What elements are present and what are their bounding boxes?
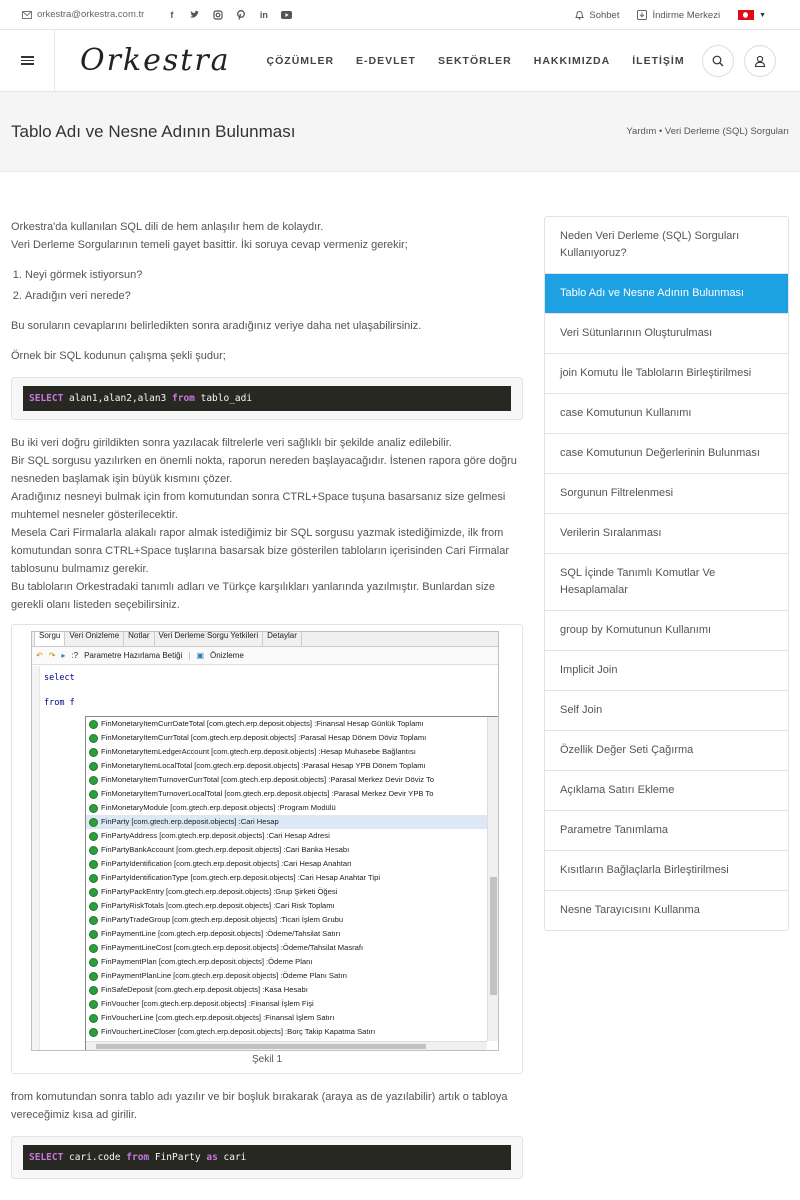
intro-line-1: Orkestra'da kullanılan SQL dili de hem anlaşılır hem de kolaydır. <box>11 221 324 233</box>
explanation-line-4: Mesela Cari Firmalarla alakalı rapor almak istediğimiz bir SQL sorgusu yazmak istediğimizde, ilk from komutundan sonra CTRL+Space tuşlarına basarsak bize gösterilen tabloların içerisinden Cari Firmalar tablosunu bulmamız gerekir. <box>11 527 509 575</box>
example-paragraph: Örnek bir SQL kodunun çalışma şekli şudur; <box>11 350 226 362</box>
autocomplete-item-label: FinSafeDeposit [com.gtech.erp.deposit.objects] :Kasa Hesabı <box>101 985 308 994</box>
intro-paragraph <box>11 218 523 254</box>
explanation-line-5: Bu tabloların Orkestradaki tanımlı adları ve Türkçe karşılıkları yanlarında yazılmıştır. Bunlardan size gerekli olanı listeden seçebilirsiniz. <box>11 581 495 611</box>
object-icon <box>89 860 98 869</box>
autocomplete-item-label: FinParty [com.gtech.erp.deposit.objects] :Cari Hesap <box>101 817 279 826</box>
object-icon <box>89 1028 98 1037</box>
redo-icon: ↷ <box>48 650 56 660</box>
autocomplete-item-label: FinPaymentPlanLine [com.gtech.erp.deposit.objects] :Ödeme Planı Satırı <box>101 971 348 980</box>
menu-button[interactable] <box>0 30 55 92</box>
autocomplete-item <box>86 871 487 885</box>
run-icon: ▸ <box>61 650 66 660</box>
object-icon <box>89 720 98 729</box>
chat-label: Sohbet <box>589 9 620 21</box>
object-icon <box>89 902 98 911</box>
object-icon <box>89 874 98 883</box>
user-icon <box>754 55 766 67</box>
object-icon <box>89 734 98 743</box>
ide-toolbar: ↶ ↷ ▸ :? Parametre Hazırlama Betiği | ▣ Önizleme <box>32 647 498 665</box>
article-content <box>11 218 523 1193</box>
nav-cozumler[interactable]: ÇÖZÜMLER <box>266 54 335 67</box>
language-selector[interactable] <box>738 10 766 20</box>
sidebar-item[interactable]: group by Komutunun Kullanımı <box>545 611 788 651</box>
ide-tab-yetkiler: Veri Derleme Sorgu Yetkileri <box>154 631 264 646</box>
autocomplete-item-label: FinPaymentPlan [com.gtech.erp.deposit.objects] :Ödeme Planı <box>101 957 313 966</box>
autocomplete-item <box>86 857 487 871</box>
sidebar-item[interactable]: Neden Veri Derleme (SQL) Sorguları Kullanıyoruz? <box>545 217 788 274</box>
nav-sektorler[interactable]: SEKTÖRLER <box>437 54 512 67</box>
list-item: 2. Aradığın veri nerede? <box>25 287 523 305</box>
ide-tab-veri-onizleme: Veri Önizleme <box>64 631 124 646</box>
autocomplete-item <box>86 801 487 815</box>
autocomplete-popup <box>85 716 499 1051</box>
horizontal-scrollbar <box>86 1041 487 1051</box>
explanation-paragraph <box>11 434 523 614</box>
chat-link[interactable] <box>575 10 619 21</box>
object-icon <box>89 776 98 785</box>
sidebar-item[interactable]: Nesne Tarayıcısını Kullanma <box>560 904 700 916</box>
ide-tabs <box>32 632 498 647</box>
autocomplete-item-label: FinPartyTradeGroup [com.gtech.erp.deposit.objects] :Ticari İşlem Grubu <box>101 915 344 924</box>
autocomplete-item-label: FinMonetaryModule [com.gtech.erp.deposit.objects] :Program Modülü <box>101 803 336 812</box>
autocomplete-item-label: FinMonetaryItemLocalTotal [com.gtech.erp.deposit.objects] :Parasal Hesap YPB Dönem Toplamı <box>101 761 426 770</box>
sidebar-item[interactable]: Özellik Değer Seti Çağırma <box>545 731 788 771</box>
sidebar-menu <box>544 216 789 931</box>
autocomplete-item <box>86 913 487 927</box>
autocomplete-item <box>86 815 487 829</box>
linkedin-icon[interactable]: in <box>259 9 268 20</box>
autocomplete-item-label: FinPartyIdentificationType [com.gtech.erp.deposit.objects] :Cari Hesap Anahtar Tipi <box>101 873 381 882</box>
sql-keyword: from <box>126 1152 150 1163</box>
main-header <box>0 30 800 92</box>
ide-tab-detaylar: Detaylar <box>262 631 302 646</box>
top-bar <box>0 0 800 30</box>
code-line: select <box>44 673 75 683</box>
object-icon <box>89 916 98 925</box>
autocomplete-item <box>86 731 487 745</box>
autocomplete-item-label: FinPaymentLine [com.gtech.erp.deposit.objects] :Ödeme/Tahsilat Satırı <box>101 929 341 938</box>
autocomplete-item <box>86 955 487 969</box>
autocomplete-item-label: FinVoucher [com.gtech.erp.deposit.objects] :Finansal İşlem Fişi <box>101 999 314 1008</box>
object-icon <box>89 804 98 813</box>
autocomplete-item-label: FinPartyRiskTotals [com.gtech.erp.deposit.objects] :Cari Risk Toplamı <box>101 901 335 910</box>
sidebar-item[interactable]: join Komutu İle Tabloların Birleştirilmesi <box>545 354 788 394</box>
autocomplete-item <box>86 787 487 801</box>
param-script-label: Parametre Hazırlama Betiği <box>84 650 183 660</box>
facebook-icon[interactable]: f <box>170 9 174 20</box>
param-icon: :? <box>71 650 79 660</box>
sidebar-item[interactable]: Self Join <box>545 691 788 731</box>
object-icon <box>89 846 98 855</box>
autocomplete-item <box>86 829 487 843</box>
autocomplete-item-label: FinVoucherLineCloser [com.gtech.erp.deposit.objects] :Borç Takip Kapatma Satırı <box>101 1027 376 1036</box>
answers-paragraph: Bu soruların cevaplarını belirledikten sonra aradığınız veriye daha net ulaşabilirsiniz. <box>11 320 422 332</box>
account-button[interactable] <box>744 45 776 77</box>
breadcrumb[interactable]: Yardım • Veri Derleme (SQL) Sorguları <box>626 126 789 137</box>
code-block-1 <box>11 377 523 420</box>
code-line: from f <box>44 698 75 708</box>
code-block-2 <box>11 1136 523 1179</box>
sidebar-item[interactable]: Kısıtların Bağlaçlarla Birleştirilmesi <box>545 851 788 891</box>
sidebar-item[interactable]: SQL İçinde Tanımlı Komutlar Ve Hesaplamalar <box>545 554 788 611</box>
autocomplete-item-label: FinMonetaryItemCurrDateTotal [com.gtech.erp.deposit.objects] :Finansal Hesap Günlük Toplamı <box>101 719 424 728</box>
autocomplete-item <box>86 1025 487 1039</box>
explanation-line-3: Aradığınız nesneyi bulmak için from komutundan sonra CTRL+Space tuşuna basarsanız size gelmesi muhtemel nesneler gösterilecektir. <box>11 491 506 521</box>
figure-1 <box>11 624 523 1074</box>
search-icon <box>712 55 724 67</box>
download-center-label: İndirme Merkezi <box>652 9 721 21</box>
autocomplete-item <box>86 899 487 913</box>
chevron-down-icon: ▼ <box>759 11 766 19</box>
sql-keyword: as <box>206 1152 218 1163</box>
object-icon <box>89 818 98 827</box>
ide-screenshot <box>31 631 499 1051</box>
nav-e-devlet[interactable]: E-DEVLET <box>356 54 416 67</box>
object-icon <box>89 748 98 757</box>
list-item: 1. Neyi görmek istiyorsun? <box>25 266 523 284</box>
autocomplete-item <box>86 969 487 983</box>
editor-code <box>44 672 75 722</box>
autocomplete-item-label: FinPartyAddress [com.gtech.erp.deposit.objects] :Cari Hesap Adresi <box>101 831 330 840</box>
download-center-link[interactable] <box>637 10 720 21</box>
autocomplete-item <box>86 885 487 899</box>
ide-tab-sorgu: Sorgu <box>34 631 65 646</box>
turkey-flag-icon <box>738 10 754 20</box>
page-title: Tablo Adı ve Nesne Adının Bulunması <box>11 122 296 141</box>
questions-list <box>11 266 523 305</box>
vertical-scrollbar <box>487 717 499 1041</box>
sql-text: tablo_adi <box>194 393 253 404</box>
sql-text: cari <box>217 1152 247 1163</box>
autocomplete-item <box>86 983 487 997</box>
object-icon <box>89 986 98 995</box>
object-icon <box>89 1000 98 1009</box>
ide-tab-notlar: Notlar <box>123 631 154 646</box>
preview-icon: ▣ <box>196 650 204 660</box>
autocomplete-item <box>86 759 487 773</box>
object-icon <box>89 930 98 939</box>
figure-caption: Şekil 1 <box>251 1054 282 1065</box>
object-icon <box>89 1014 98 1023</box>
autocomplete-item-label: FinMonetaryItemCurrTotal [com.gtech.erp.deposit.objects] :Parasal Hesap Dönem Döviz Toplamı <box>101 733 427 742</box>
hamburger-icon <box>21 54 34 67</box>
sql-text: FinParty <box>149 1152 207 1163</box>
autocomplete-item <box>86 941 487 955</box>
autocomplete-item <box>86 1011 487 1025</box>
object-icon <box>89 762 98 771</box>
preview-label: Önizleme <box>210 650 244 660</box>
autocomplete-item <box>86 745 487 759</box>
sidebar-item[interactable]: Sorgunun Filtrelenmesi <box>545 474 788 514</box>
nav-iletisim[interactable]: İLETİŞİM <box>632 54 685 67</box>
autocomplete-item <box>86 927 487 941</box>
object-icon <box>89 832 98 841</box>
sidebar-item[interactable]: Veri Sütunlarının Oluşturulması <box>545 314 788 354</box>
autocomplete-item-label: FinPaymentLineCost [com.gtech.erp.deposit.objects] :Ödeme/Tahsilat Masrafı <box>101 943 364 952</box>
nav-hakkimizda[interactable]: HAKKIMIZDA <box>533 54 611 67</box>
sql-text: alan1,alan2,alan3 <box>63 393 172 404</box>
sidebar-item[interactable]: Açıklama Satırı Ekleme <box>545 771 788 811</box>
pinterest-icon[interactable] <box>235 9 246 20</box>
editor-gutter <box>32 666 40 1050</box>
autocomplete-item-label: FinVoucherLine [com.gtech.erp.deposit.objects] :Finansal İşlem Satırı <box>101 1013 335 1022</box>
sidebar-item[interactable]: Implicit Join <box>545 651 788 691</box>
autocomplete-item-label: FinPartyBankAccount [com.gtech.erp.deposit.objects] :Cari Banka Hesabı <box>101 845 350 854</box>
sql-keyword: from <box>172 393 195 404</box>
download-icon <box>637 10 647 20</box>
autocomplete-item-label: FinPartyPackEntry [com.gtech.erp.deposit.objects] :Grup Şirketi Öğesi <box>101 887 338 896</box>
object-icon <box>89 972 98 981</box>
autocomplete-item <box>86 997 487 1011</box>
instagram-icon[interactable] <box>212 9 223 20</box>
autocomplete-list <box>86 717 487 1041</box>
youtube-icon[interactable] <box>281 9 292 20</box>
mail-icon <box>22 11 32 19</box>
object-icon <box>89 958 98 967</box>
object-icon <box>89 944 98 953</box>
email-text: orkestra@orkestra.com.tr <box>37 9 145 20</box>
sql-keyword: SELECT <box>29 393 64 404</box>
sidebar-item[interactable]: Parametre Tanımlama <box>545 811 788 851</box>
object-icon <box>89 888 98 897</box>
autocomplete-item-label: FinMonetaryItemTurnoverLocalTotal [com.gtech.erp.deposit.objects] :Parasal Merkez Devir YPB To <box>101 789 434 798</box>
autocomplete-item <box>86 843 487 857</box>
undo-icon: ↶ <box>36 650 43 660</box>
logo[interactable]: Orkestra <box>80 43 231 78</box>
autocomplete-item-label: FinMonetaryItemTurnoverCurrTotal [com.gtech.erp.deposit.objects] :Parasal Merkez Devir Döviz To <box>101 775 434 784</box>
sidebar-item[interactable]: case Komutunun Değerlerinin Bulunması <box>545 434 788 474</box>
twitter-icon[interactable] <box>189 9 200 20</box>
object-icon <box>89 790 98 799</box>
explanation-line-1: Bu iki veri doğru girildikten sonra yazılacak filtrelerle veri sağlıklı bir şekilde analiz edilebilir. <box>11 437 452 449</box>
sidebar-item[interactable]: Verilerin Sıralanması <box>545 514 788 554</box>
page-title-band <box>0 92 800 172</box>
intro-line-2: Veri Derleme Sorgularının temeli gayet basittir. İki soruya cevap vermeniz gerekir; <box>11 239 408 251</box>
sql-code-2[interactable] <box>23 1145 511 1170</box>
sidebar-item[interactable]: case Komutunun Kullanımı <box>545 394 788 434</box>
autocomplete-item <box>86 717 487 731</box>
sql-text: cari.code <box>63 1152 127 1163</box>
autocomplete-item <box>86 773 487 787</box>
after-figure-paragraph: from komutundan sonra tablo adı yazılır ve bir boşluk bırakarak (araya as de yazılabilir) artık o tabloya vereceğimiz kısa ad girilir. <box>11 1091 508 1121</box>
explanation-line-2: Bir SQL sorgusu yazılırken en önemli nokta, raporun nereden başlayacağıdır. İstenen rapora göre doğru nesneden başlamak işin büyük kısmını çözer. <box>11 455 517 485</box>
main-nav <box>267 55 685 67</box>
sql-keyword: SELECT <box>29 1152 64 1163</box>
sql-code-1[interactable] <box>23 386 511 411</box>
bell-icon <box>575 10 584 20</box>
autocomplete-item-label: FinMonetaryItemLedgerAccount [com.gtech.erp.deposit.objects] :Hesap Muhasebe Bağlantısı <box>101 747 416 756</box>
autocomplete-item-label: FinPartyIdentification [com.gtech.erp.deposit.objects] :Cari Hesap Anahtarı <box>101 859 352 868</box>
email-link[interactable] <box>22 9 144 20</box>
sidebar-item[interactable]: Tablo Adı ve Nesne Adının Bulunması <box>545 274 788 314</box>
search-button[interactable] <box>702 45 734 77</box>
